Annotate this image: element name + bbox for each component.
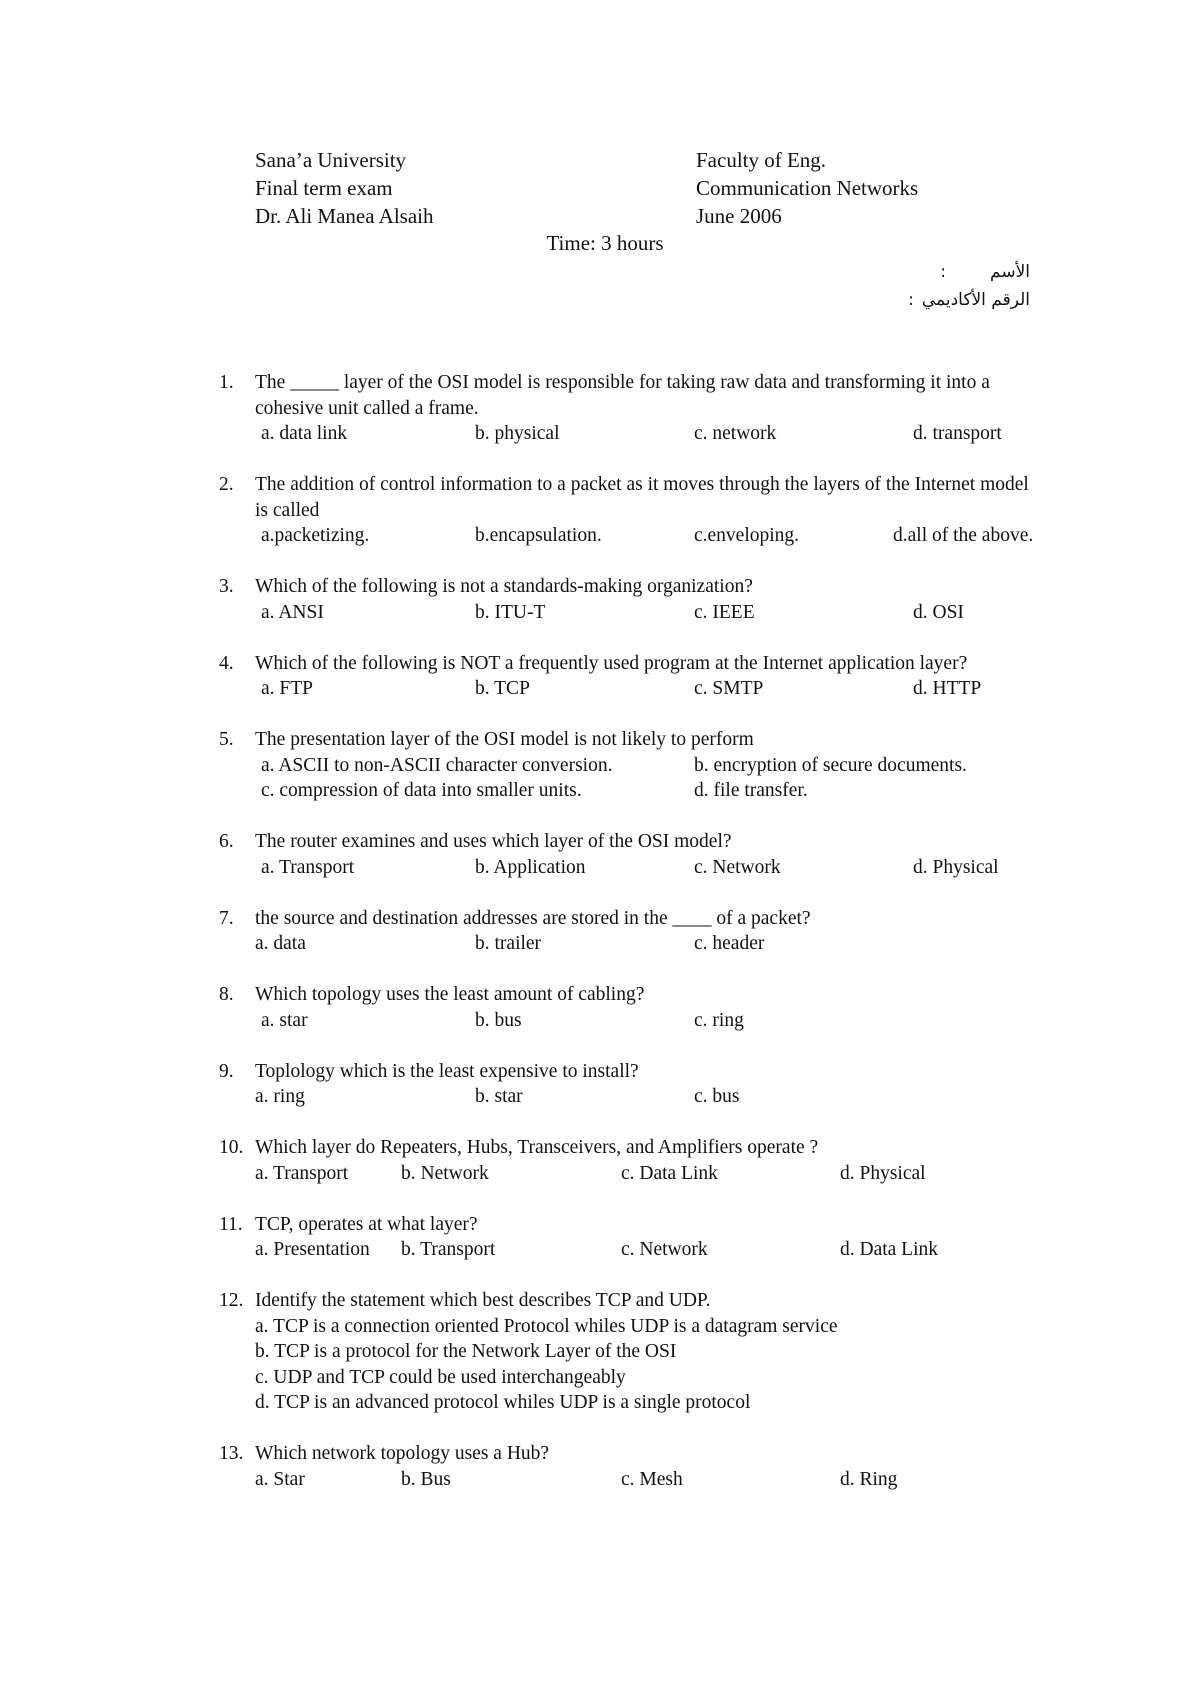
option-c: c. compression of data into smaller units. xyxy=(261,780,582,801)
student-name-field xyxy=(880,258,1030,286)
question-text: Which topology uses the least amount of cabling? xyxy=(255,984,645,1005)
option-row xyxy=(255,421,1039,447)
question-text: the source and destination addresses are stored in the ____ of a packet? xyxy=(255,907,811,929)
question-9 xyxy=(219,1059,1039,1110)
question-10 xyxy=(219,1135,1039,1186)
question-text: The router examines and uses which layer of the OSI model? xyxy=(255,831,732,852)
question-8 xyxy=(219,982,1039,1033)
option-d: d. Physical xyxy=(913,856,999,878)
option-a: a. ring xyxy=(255,1086,305,1107)
question-12 xyxy=(219,1288,1039,1416)
option-a: a. ANSI xyxy=(261,601,324,623)
question-number: 8. xyxy=(219,984,234,1005)
option-row xyxy=(255,753,1039,779)
option-b: b. TCP is a protocol for the Network Layer of the OSI xyxy=(255,1341,677,1362)
option-c: c. bus xyxy=(694,1086,740,1107)
option-d: d.all of the above. xyxy=(893,525,1034,546)
option-b: b. physical xyxy=(475,423,560,444)
option-b: b. ITU-T xyxy=(475,601,546,623)
question-text: TCP, operates at what layer? xyxy=(255,1213,478,1235)
option-a: a. FTP xyxy=(261,678,314,699)
student-name-label: الأسم xyxy=(990,262,1030,282)
option-d: d. HTTP xyxy=(913,678,982,699)
question-number: 12. xyxy=(219,1290,244,1311)
question-number: 7. xyxy=(219,907,234,929)
option-a: a. TCP is a connection oriented Protocol whiles UDP is a datagram service xyxy=(255,1315,838,1337)
option-row xyxy=(255,1467,1039,1493)
question-text: Which network topology uses a Hub? xyxy=(255,1443,550,1464)
question-3 xyxy=(219,574,1039,625)
option-row xyxy=(255,600,1039,626)
option-a: a.packetizing. xyxy=(261,525,370,546)
question-number: 2. xyxy=(219,474,234,495)
option-row xyxy=(255,1008,1039,1034)
question-1 xyxy=(219,370,1039,447)
question-number: 6. xyxy=(219,831,234,852)
option-d: d. transport xyxy=(913,423,1002,444)
question-text: Which layer do Repeaters, Hubs, Transceivers, and Amplifiers operate ? xyxy=(255,1137,819,1158)
option-row xyxy=(255,523,1039,549)
student-info-fields xyxy=(880,258,1030,314)
option-b: b. Transport xyxy=(401,1239,496,1260)
question-text: Identify the statement which best describes TCP and UDP. xyxy=(255,1290,711,1311)
question-number: 4. xyxy=(219,652,234,674)
option-list xyxy=(255,1314,1039,1416)
option-c: c. UDP and TCP could be used interchangeably xyxy=(255,1366,626,1388)
question-4 xyxy=(219,651,1039,702)
option-row xyxy=(255,1237,1039,1263)
instructor-name: Dr. Ali Manea Alsaih xyxy=(255,204,434,228)
question-text: Toplology which is the least expensive to install? xyxy=(255,1060,639,1082)
option-row xyxy=(255,1084,1039,1110)
option-a: a. star xyxy=(261,1009,308,1031)
question-6 xyxy=(219,829,1039,880)
question-text: The _____ layer of the OSI model is responsible for taking raw data and transforming it into a cohesive unit called a frame. xyxy=(255,372,990,419)
question-number: 3. xyxy=(219,576,234,597)
option-d: d. OSI xyxy=(913,601,964,623)
question-text: Which of the following is not a standards-making organization? xyxy=(255,576,753,597)
option-row xyxy=(255,931,1039,957)
university-name: Sana’a University xyxy=(255,148,407,172)
option-c: c. Mesh xyxy=(621,1468,683,1490)
student-id-field xyxy=(880,286,1030,314)
option-row xyxy=(255,676,1039,702)
option-b: b.encapsulation. xyxy=(475,525,602,546)
time-line xyxy=(0,231,1200,256)
question-13 xyxy=(219,1441,1039,1492)
student-id-colon: : xyxy=(908,290,914,310)
question-7 xyxy=(219,906,1039,957)
option-c: c. Data Link xyxy=(621,1162,718,1184)
question-list xyxy=(219,370,1039,1518)
question-number: 1. xyxy=(219,372,234,393)
option-row xyxy=(255,1161,1039,1187)
option-b: b. encryption of secure documents. xyxy=(694,754,967,776)
option-row xyxy=(255,855,1039,881)
option-c: c. SMTP xyxy=(694,678,764,699)
option-a: a. data xyxy=(255,933,306,954)
exam-duration: Time: 3 hours xyxy=(546,231,664,255)
question-5 xyxy=(219,727,1039,804)
option-a: a. Presentation xyxy=(255,1239,370,1260)
option-a: a. data link xyxy=(261,423,348,444)
header-right-block xyxy=(696,146,918,230)
question-11 xyxy=(219,1212,1039,1263)
question-text: Which of the following is NOT a frequently used program at the Internet application layer? xyxy=(255,652,968,674)
option-c: c.enveloping. xyxy=(694,525,800,546)
option-b: b. star xyxy=(475,1086,523,1107)
option-c: c. IEEE xyxy=(694,601,755,623)
exam-date: June 2006 xyxy=(696,204,782,228)
option-c: c. Network xyxy=(694,856,781,878)
option-d: d. Data Link xyxy=(840,1239,939,1260)
question-text: The presentation layer of the OSI model is not likely to perform xyxy=(255,729,754,750)
question-number: 5. xyxy=(219,729,234,750)
question-2 xyxy=(219,472,1039,549)
header-left-block xyxy=(255,146,433,230)
option-b: b. Network xyxy=(401,1162,489,1184)
option-d: d. TCP is an advanced protocol whiles UDP is a single protocol xyxy=(255,1392,751,1413)
option-b: b. TCP xyxy=(475,678,530,699)
option-d: d. Ring xyxy=(840,1468,898,1490)
option-d: d. Physical xyxy=(840,1162,926,1184)
option-a: a. Star xyxy=(255,1468,305,1490)
option-b: b. bus xyxy=(475,1009,522,1031)
option-b: b. trailer xyxy=(475,933,542,954)
student-name-colon: : xyxy=(940,262,947,282)
question-number: 9. xyxy=(219,1060,234,1082)
option-b: b. Bus xyxy=(401,1468,451,1490)
option-a: a. Transport xyxy=(261,856,355,878)
question-number: 10. xyxy=(219,1137,244,1158)
option-row xyxy=(255,778,1039,804)
option-a: a. Transport xyxy=(255,1162,349,1184)
option-a: a. ASCII to non-ASCII character conversion. xyxy=(261,754,613,776)
question-number: 13. xyxy=(219,1443,244,1464)
option-c: c. ring xyxy=(694,1009,744,1031)
option-c: c. header xyxy=(694,933,765,954)
course-name: Communication Networks xyxy=(696,176,919,200)
option-c: c. Network xyxy=(621,1239,708,1260)
question-number: 11. xyxy=(219,1213,243,1235)
option-b: b. Application xyxy=(475,856,586,878)
option-c: c. network xyxy=(694,423,777,444)
student-id-label: الرقم الأكاديمي xyxy=(921,290,1030,310)
faculty-name: Faculty of Eng. xyxy=(696,148,827,172)
exam-type: Final term exam xyxy=(255,176,393,200)
question-text: The addition of control information to a packet as it moves through the layers of the Internet model is called xyxy=(255,474,1029,521)
option-d: d. file transfer. xyxy=(694,780,808,801)
